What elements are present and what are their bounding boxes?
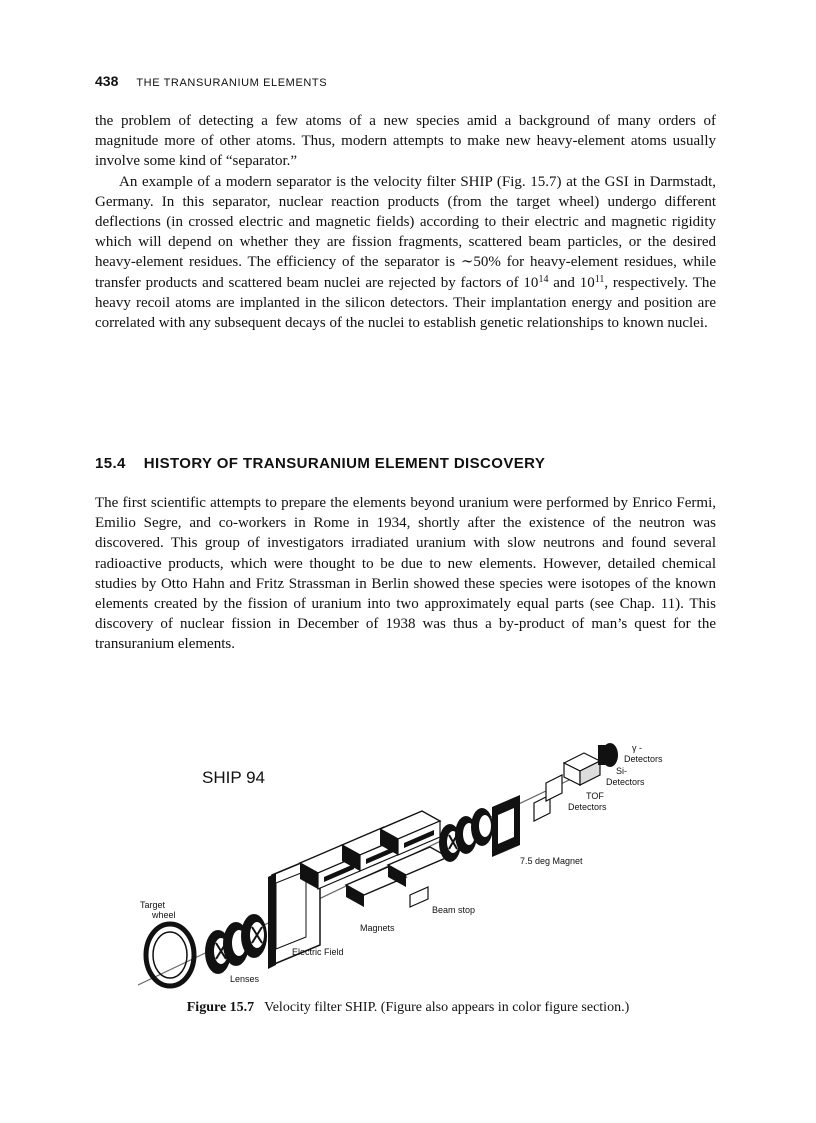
lenses-label: Lenses (230, 974, 260, 984)
gamma-label-1: γ - (632, 743, 642, 753)
beam-stop-icon (410, 887, 428, 907)
lenses-icon (205, 914, 267, 974)
electric-field-label: Electric Field (292, 947, 344, 957)
intro-p2-text-b: and 10 (548, 274, 595, 291)
caption-label: Figure 15.7 (186, 1000, 255, 1015)
exponent-14: 14 (538, 273, 549, 285)
tof-detectors-icon (534, 775, 562, 821)
beam-stop-label: Beam stop (432, 905, 476, 915)
figure-caption (0, 1000, 816, 1016)
running-head (95, 73, 327, 91)
intro-text (95, 111, 716, 333)
intro-p2-text-a: An example of a modern separator is the velocity filter SHIP (Fig. 15.7) at the GSI in Darmstadt, Germany. In this separator, nuclear reaction products (from the target wheel) undergo different deflections (in crossed electric and magnetic fields) according to their electric and magnetic rigidity which will depend on whether they are fission fragments, scattered beam particles, or the desired heavy-element residues. The efficiency of the separator is ∼50% for heavy-element residues, while transfer products and scattered beam nuclei are rejected by factors of 10 (95, 173, 716, 291)
si-label-1: Si- (616, 766, 627, 776)
intro-paragraph-2 (95, 172, 716, 334)
magnets-label: Magnets (360, 923, 395, 933)
section-paragraph-1: The first scientific attempts to prepare the elements beyond uranium were performed by Enrico Fermi, Emilio Segre, and co-workers in Rome in 1934, shortly after the existence of the neutron was discovered. This group of investigators irradiated uranium with slow neutrons and found several radioactive products, which were thought to be due to new elements. However, detailed chemical studies by Otto Hahn and Fritz Strassman in Berlin showed these species were isotopes of the known elements created by the fission of uranium into two approximately equal parts (see Chap. 11). This discovery of nuclear fission in December of 1938 was thus a by-product of man’s quest for the transuranium elements. (95, 495, 716, 653)
ship-figure (110, 735, 710, 997)
gamma-detectors-icon (598, 743, 618, 767)
section-title: HISTORY OF TRANSURANIUM ELEMENT DISCOVERY (143, 455, 546, 472)
tof-label-2: Detectors (568, 802, 607, 812)
tof-label-1: TOF (586, 791, 604, 801)
figure-title: SHIP 94 (202, 768, 266, 787)
si-label-2: Detectors (606, 777, 645, 787)
caption-text: Velocity filter SHIP. (Figure also appears in color figure section.) (264, 1000, 630, 1015)
intro-paragraph-1: the problem of detecting a few atoms of a new species amid a background of many orders of magnitude more of other atoms. Thus, modern attempts to make new heavy-element atoms usually involve some kind of “separator.” (95, 113, 716, 170)
target-wheel-icon (146, 924, 194, 986)
intro-p2-text-c: , respectively. The heavy recoil atoms are implanted in the silicon detectors. Their implantation energy and position are correlated with any subsequent decays of the nuclei to establish genetic relationships to known nuclei. (95, 274, 716, 332)
section-text (95, 493, 716, 655)
section-number: 15.4 (95, 455, 126, 472)
running-title: THE TRANSURANIUM ELEMENTS (136, 77, 328, 89)
page-number: 438 (95, 73, 119, 89)
exponent-11: 11 (594, 273, 605, 285)
section-heading (95, 455, 545, 472)
magnet-label: 7.5 deg Magnet (520, 856, 583, 866)
si-detectors-icon (564, 753, 600, 785)
deflection-magnet-icon (492, 795, 520, 857)
target-label-2: wheel (152, 910, 176, 920)
gamma-label-2: Detectors (624, 754, 663, 764)
target-label-1: Target (140, 900, 166, 910)
downstream-lens-icon (439, 808, 493, 862)
ship-diagram (110, 735, 710, 997)
